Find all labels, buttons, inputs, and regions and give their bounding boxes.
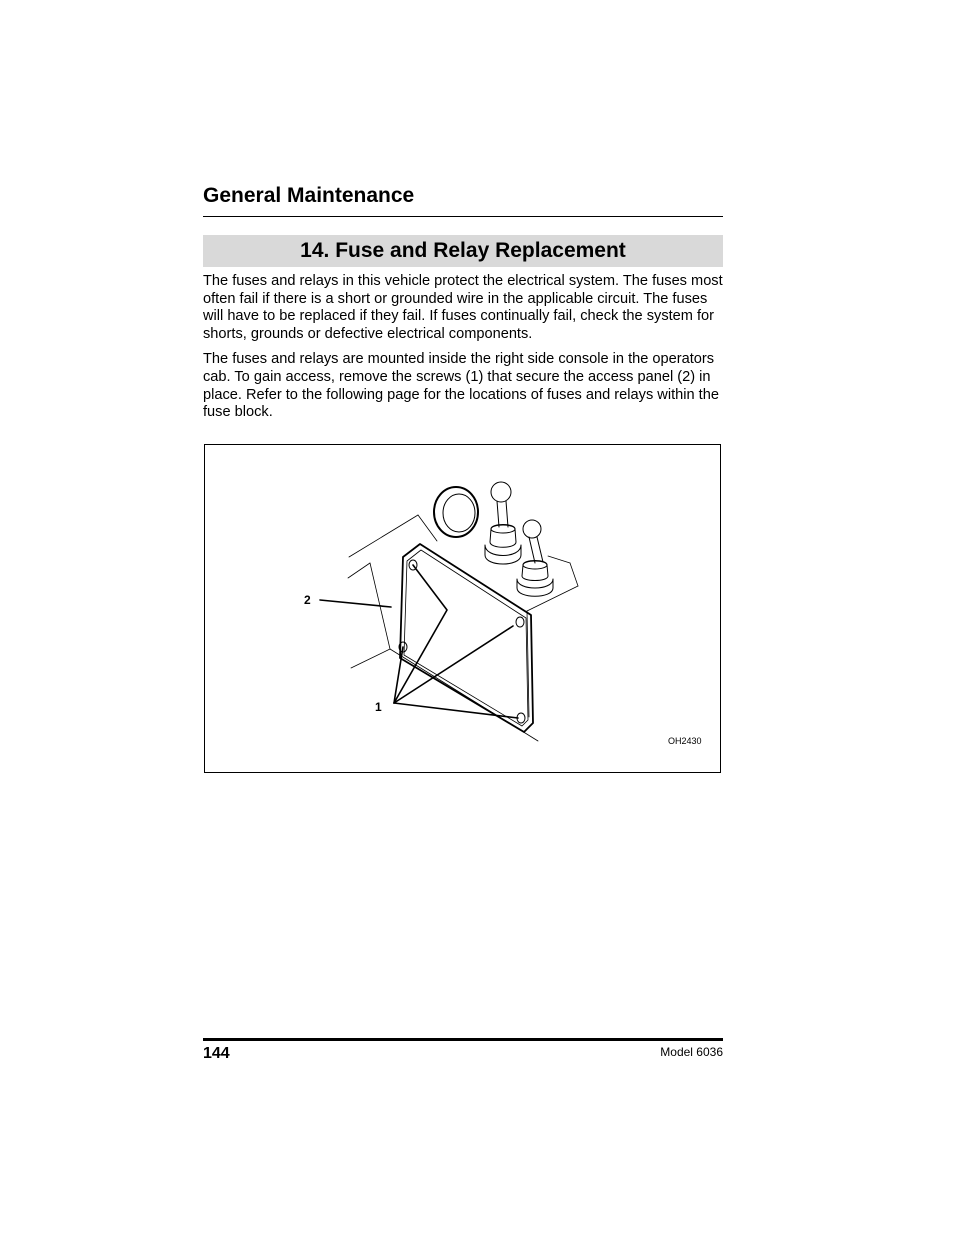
page-number: 144: [203, 1045, 230, 1062]
access-panel: [400, 544, 533, 732]
footer-rule: [203, 1038, 723, 1041]
header-rule: [203, 216, 723, 217]
callout-access-panel: 2: [304, 593, 311, 607]
joystick-right-icon: [517, 520, 553, 596]
screw-top-right-icon: [516, 617, 524, 627]
joystick-left-icon: [485, 482, 521, 564]
console-housing: [348, 515, 578, 741]
body-text: [203, 273, 723, 430]
chapter-title: General Maintenance: [203, 184, 415, 207]
console-illustration: [205, 445, 720, 772]
gauge-icon: [434, 487, 478, 537]
figure-code: OH2430: [668, 736, 702, 746]
section-heading-bar: [203, 235, 723, 267]
section-title: 14. Fuse and Relay Replacement: [300, 239, 626, 262]
figure-frame: [204, 444, 721, 773]
page-header: [203, 182, 723, 210]
paragraph-1: The fuses and relays in this vehicle protect the electrical system. The fuses most often fail if there is a short or grounded wire in the applicable circuit. The fuses will have to be replaced if they fail. If fuses continually fail, check the system for shorts, grounds or defective electrical components.: [203, 273, 723, 342]
paragraph-2: The fuses and relays are mounted inside the right side console in the operators cab. To gain access, remove the screws (1) that secure the access panel (2) in place. Refer to the following page for the locations of fuses and relays within the fuse block.: [203, 351, 719, 421]
model-label: Model 6036: [660, 1045, 723, 1059]
screws: [399, 560, 525, 723]
callout-screws: 1: [375, 700, 382, 714]
